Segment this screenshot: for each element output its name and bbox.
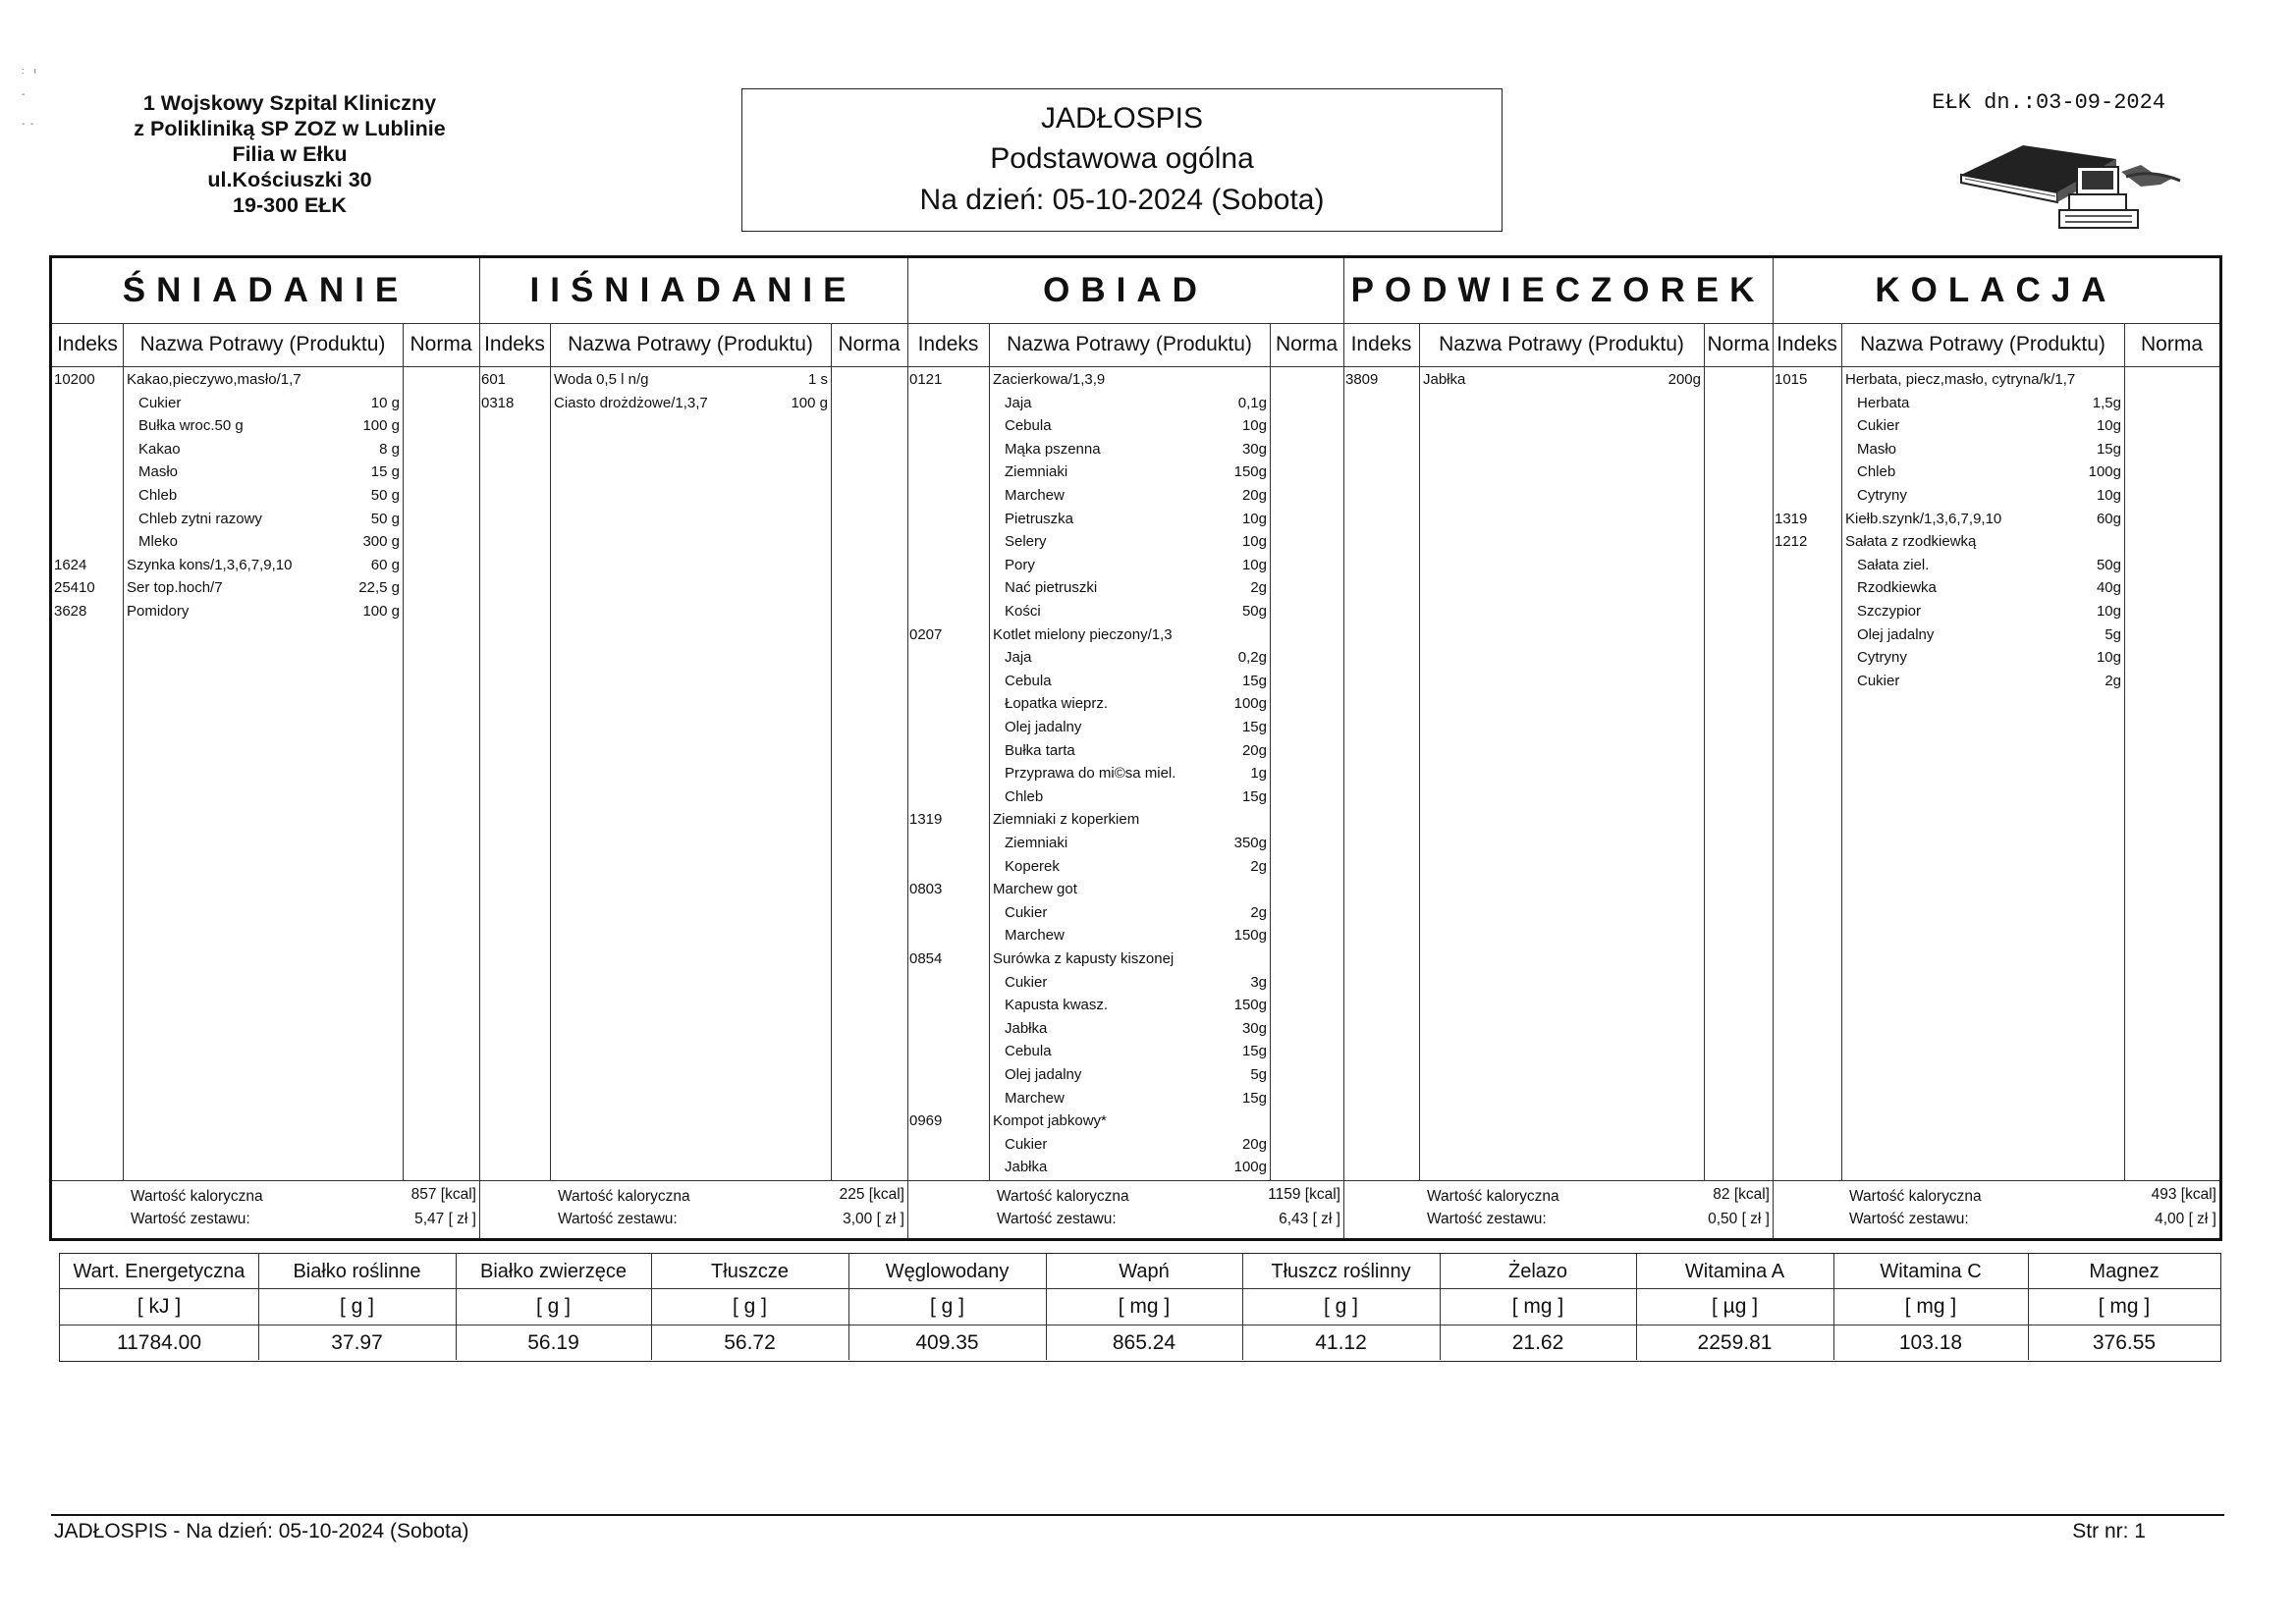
nutrients-table: [59, 1253, 2221, 1362]
row-name: Surówka z kapusty kiszonej: [993, 950, 1175, 967]
row-name: Cytryny: [1857, 487, 1907, 504]
row-name: Masło: [138, 463, 179, 481]
meal-title-podwieczorek: PODWIECZOREK: [1350, 271, 1766, 309]
nutrient-label: Białko roślinne: [293, 1261, 421, 1282]
calories-label: Wartość kaloryczna: [558, 1188, 690, 1205]
norm-column-divider: [1270, 323, 1271, 1180]
index-column-divider: [123, 323, 124, 1180]
row-index: 0318: [481, 394, 515, 411]
nutrient-value: 56.72: [724, 1331, 776, 1354]
row-name: Ziemniaki: [1005, 463, 1068, 481]
row-norm: 100g: [1233, 1159, 1267, 1176]
nutrient-value: 2259.81: [1697, 1331, 1773, 1354]
calories-label: Wartość kaloryczna: [997, 1188, 1129, 1205]
row-norm: 10g: [1241, 533, 1267, 551]
row-norm: 3g: [1250, 973, 1267, 991]
nutrient-label: Witamina C: [1880, 1261, 1982, 1282]
row-name: Ciasto drożdżowe/1,3,7: [554, 394, 708, 411]
meal-column-divider: [1773, 258, 1774, 1238]
nutrient-value: 865.24: [1112, 1331, 1176, 1354]
nutrient-label: Witamina A: [1684, 1261, 1785, 1282]
column-header-index: Indeks: [1777, 333, 1837, 355]
row-norm: 10g: [1241, 417, 1267, 435]
meal-title-ii-sniadanie: IIŚNIADANIE: [529, 271, 857, 309]
row-name: Rzodkiewka: [1857, 579, 1937, 597]
nutrient-unit: [ mg ]: [2098, 1295, 2151, 1318]
row-norm: 2g: [1250, 857, 1267, 875]
nutrient-unit: [ kJ ]: [137, 1295, 182, 1318]
nutrient-unit: [ g ]: [1323, 1295, 1359, 1318]
row-name: Pietruszka: [1005, 510, 1074, 527]
row-norm: 10g: [2096, 487, 2121, 504]
diet-name: Podstawowa ogólna: [990, 142, 1254, 175]
index-column-divider: [989, 323, 990, 1180]
meal-column-divider: [479, 258, 480, 1238]
row-index: 1015: [1775, 371, 1808, 388]
row-name: Kości: [1005, 603, 1041, 620]
row-norm: 100 g: [362, 603, 400, 620]
row-index: 0854: [909, 950, 943, 967]
row-name: Kakao,pieczywo,masło/1,7: [127, 371, 301, 388]
hospital-line: ul.Kościuszki 30: [207, 168, 372, 191]
set-value: 5,47 [ zł ]: [414, 1211, 476, 1227]
row-norm: 15 g: [370, 463, 400, 481]
row-norm: 300 g: [362, 533, 400, 551]
row-name: Przyprawa do mi©sa miel.: [1005, 765, 1176, 783]
row-name: Woda 0,5 l n/g: [554, 371, 649, 388]
nutrient-unit: [ g ]: [732, 1295, 768, 1318]
row-norm: 350g: [1233, 835, 1267, 851]
column-header-index: Indeks: [57, 333, 118, 355]
row-index: 1319: [1775, 510, 1808, 527]
row-norm: 0,1g: [1237, 394, 1267, 411]
row-name: Jaja: [1005, 649, 1032, 667]
nutrient-unit: [ g ]: [535, 1295, 572, 1318]
page-number: Str nr: 1: [2072, 1520, 2146, 1542]
nutrient-unit: [ mg ]: [1118, 1295, 1171, 1318]
hospital-line: z Polikliniką SP ZOZ w Lublinie: [134, 117, 446, 140]
row-norm: 5g: [2105, 625, 2121, 643]
hospital-line: 1 Wojskowy Szpital Kliniczny: [142, 91, 437, 115]
row-name: Jabłka: [1005, 1019, 1048, 1037]
row-norm: 2g: [1250, 579, 1267, 597]
column-header-name: Nazwa Potrawy (Produktu): [568, 333, 813, 355]
row-index: 0803: [909, 881, 943, 898]
set-value: 6,43 [ zł ]: [1279, 1211, 1340, 1227]
row-norm: 100 g: [362, 417, 400, 435]
nutrient-value: 103.18: [1898, 1331, 1963, 1354]
row-norm: 60g: [2096, 510, 2121, 527]
nutrient-value: 41.12: [1315, 1331, 1367, 1354]
row-norm: 150g: [1233, 463, 1267, 481]
row-name: Kotlet mielony pieczony/1,3: [993, 625, 1173, 643]
row-name: Ziemniaki z koperkiem: [993, 811, 1140, 829]
row-name: Jaja: [1005, 394, 1032, 411]
set-value-label: Wartość zestawu:: [1427, 1211, 1547, 1227]
row-name: Chleb: [138, 487, 178, 504]
nutrient-unit: [ g ]: [929, 1295, 965, 1318]
row-name: Zacierkowa/1,3,9: [993, 371, 1106, 388]
row-norm: 50g: [2096, 556, 2121, 573]
row-norm: 100 g: [791, 394, 828, 411]
row-name: Cytryny: [1857, 649, 1907, 667]
column-header-index: Indeks: [484, 333, 545, 355]
title-box: [741, 88, 1503, 232]
row-norm: 2g: [2105, 672, 2121, 689]
row-name: Cebula: [1005, 672, 1052, 689]
column-header-norm: Norma: [2140, 333, 2203, 355]
nutrient-label: Magnez: [2089, 1261, 2159, 1282]
row-name: Cukier: [1005, 903, 1048, 921]
row-norm: 100g: [2088, 463, 2121, 481]
hospital-line: 19-300 EŁK: [233, 193, 347, 217]
column-header-name: Nazwa Potrawy (Produktu): [139, 333, 386, 355]
row-name: Koperek: [1005, 857, 1060, 875]
calories-value: 1159 [kcal]: [1268, 1186, 1340, 1203]
row-norm: 2g: [1250, 903, 1267, 921]
row-name: Bułka tarta: [1005, 741, 1075, 759]
calories-value: 82 [kcal]: [1713, 1186, 1770, 1203]
calories-value: 857 [kcal]: [410, 1186, 476, 1203]
row-norm: 60 g: [370, 556, 400, 573]
row-index: 10200: [54, 371, 95, 388]
row-norm: 10g: [2096, 417, 2121, 435]
nutrient-label: Tłuszcze: [711, 1261, 789, 1282]
header-divider: [52, 323, 2219, 324]
row-name: Cukier: [1005, 973, 1048, 991]
row-norm: 10g: [2096, 649, 2121, 667]
row-name: Pomidory: [127, 603, 190, 620]
row-norm: 15g: [2096, 440, 2121, 458]
column-header-name: Nazwa Potrawy (Produktu): [1439, 333, 1684, 355]
row-index: 0969: [909, 1112, 943, 1130]
row-norm: 1 s: [807, 371, 828, 388]
row-norm: 20g: [1241, 1135, 1267, 1153]
row-name: Jabłka: [1423, 371, 1466, 388]
row-index: 601: [481, 371, 507, 388]
calories-value: 225 [kcal]: [839, 1186, 904, 1203]
index-column-divider: [1841, 323, 1842, 1180]
footer-divider: [51, 1514, 2224, 1516]
row-name: Cukier: [138, 394, 182, 411]
row-norm: 10g: [1241, 556, 1267, 573]
set-value-label: Wartość zestawu:: [558, 1211, 678, 1227]
row-name: Chleb zytni razowy: [138, 510, 262, 527]
footer-title: JADŁOSPIS - Na dzień: 05-10-2024 (Sobota): [54, 1520, 469, 1542]
row-norm: 22,5 g: [358, 579, 400, 597]
hospital-address: [98, 90, 481, 218]
row-name: Sałata ziel.: [1857, 556, 1930, 573]
summary-divider: [52, 1180, 2219, 1181]
row-name: Mąka pszenna: [1005, 440, 1101, 458]
row-name: Cukier: [1857, 417, 1900, 435]
nutrient-label: Żelazo: [1507, 1261, 1568, 1282]
row-name: Sałata z rzodkiewką: [1845, 533, 1977, 551]
nutrient-value: 37.97: [331, 1331, 383, 1354]
row-name: Marchew: [1005, 1089, 1065, 1107]
row-norm: 20g: [1241, 487, 1267, 504]
row-name: Kakao: [138, 440, 181, 458]
row-norm: 10g: [1241, 510, 1267, 527]
row-norm: 8 g: [379, 440, 400, 458]
set-value: 3,00 [ zł ]: [843, 1211, 904, 1227]
meal-column-divider: [1343, 258, 1344, 1238]
row-name: Marchew got: [993, 881, 1077, 898]
nutrient-unit: [ mg ]: [1904, 1295, 1957, 1318]
row-name: Kiełb.szynk/1,3,6,7,9,10: [1845, 510, 2002, 527]
row-norm: 30g: [1241, 440, 1267, 458]
row-name: Kapusta kwasz.: [1005, 997, 1109, 1014]
row-norm: 0,2g: [1237, 649, 1267, 667]
row-norm: 1g: [1250, 765, 1267, 783]
nutrient-label: Węglowodany: [885, 1261, 1010, 1282]
row-name: Marchew: [1005, 487, 1065, 504]
row-norm: 50 g: [370, 510, 400, 527]
row-name: Marchew: [1005, 927, 1065, 945]
nutrient-value: 56.19: [527, 1331, 579, 1354]
nutrient-value: 21.62: [1511, 1331, 1564, 1354]
row-name: Cebula: [1005, 417, 1052, 435]
column-header-index: Indeks: [917, 333, 979, 355]
row-name: Cukier: [1005, 1135, 1048, 1153]
row-name: Olej jadalny: [1005, 1066, 1082, 1083]
row-index: 1624: [54, 556, 87, 573]
row-norm: 1,5g: [2092, 394, 2121, 411]
row-norm: 15g: [1241, 672, 1267, 689]
row-name: Chleb: [1857, 463, 1896, 481]
row-name: Kompot jabkowy*: [993, 1112, 1107, 1130]
row-norm: 5g: [1250, 1066, 1267, 1083]
nutrient-value: 409.35: [915, 1331, 979, 1354]
row-name: Jabłka: [1005, 1159, 1048, 1176]
row-name: Nać pietruszki: [1005, 579, 1098, 597]
row-name: Cebula: [1005, 1043, 1052, 1060]
row-norm: 15g: [1241, 787, 1267, 805]
nutrient-unit: [ g ]: [339, 1295, 375, 1318]
column-header-norm: Norma: [1275, 333, 1338, 355]
meal-title-kolacja: KOLACJA: [1875, 271, 2117, 309]
nutrient-label: Białko zwierzęce: [480, 1261, 627, 1282]
row-norm: 10 g: [370, 394, 400, 411]
row-name: Chleb: [1005, 787, 1044, 805]
row-norm: 15g: [1241, 1043, 1267, 1060]
row-index: 3628: [54, 603, 87, 620]
row-name: Bułka wroc.50 g: [138, 417, 244, 435]
nutrient-unit: [ mg ]: [1511, 1295, 1564, 1318]
row-norm: 40g: [2096, 579, 2121, 597]
meal-column-divider: [907, 258, 908, 1238]
index-column-divider: [550, 323, 551, 1180]
book-with-computer-icon: [1959, 137, 2185, 236]
row-norm: 50g: [1241, 603, 1267, 620]
row-name: Herbata, piecz,masło, cytryna/k/1,7: [1845, 371, 2076, 388]
calories-label: Wartość kaloryczna: [1427, 1188, 1559, 1205]
row-norm: 150g: [1233, 997, 1267, 1014]
row-name: Cukier: [1857, 672, 1900, 689]
meal-title-sniadanie: ŚNIADANIE: [122, 271, 410, 309]
city-date: EŁK dn.:03-09-2024: [1932, 90, 2165, 115]
row-index: 1319: [909, 811, 943, 829]
row-index: 0207: [909, 625, 943, 643]
set-value-label: Wartość zestawu:: [131, 1211, 250, 1227]
set-value: 0,50 [ zł ]: [1708, 1211, 1770, 1227]
row-norm: 15g: [1241, 719, 1267, 735]
menu-date: Na dzień: 05-10-2024 (Sobota): [919, 184, 1325, 216]
row-norm: 150g: [1233, 927, 1267, 945]
row-index: 3809: [1345, 371, 1379, 388]
row-norm: 30g: [1241, 1019, 1267, 1037]
column-header-divider: [52, 366, 2219, 367]
set-value: 4,00 [ zł ]: [2155, 1211, 2216, 1227]
nutrient-label: Wapń: [1119, 1261, 1170, 1282]
calories-label: Wartość kaloryczna: [131, 1188, 263, 1205]
column-header-name: Nazwa Potrawy (Produktu): [1007, 333, 1252, 355]
nutrient-value: 376.55: [2092, 1331, 2157, 1354]
row-name: Olej jadalny: [1005, 719, 1082, 735]
calories-value: 493 [kcal]: [2151, 1186, 2216, 1203]
column-header-norm: Norma: [1707, 333, 1770, 355]
column-header-index: Indeks: [1350, 333, 1412, 355]
norm-column-divider: [403, 323, 404, 1180]
row-index: 25410: [54, 579, 95, 597]
row-norm: 10g: [2096, 603, 2121, 620]
nutrient-label: Tłuszcz roślinny: [1271, 1261, 1411, 1282]
document-title: JADŁOSPIS: [1040, 102, 1204, 135]
row-name: Herbata: [1857, 394, 1910, 411]
row-norm: 50 g: [370, 487, 400, 504]
meals-table: [49, 255, 2222, 1241]
nutrient-header-divider: [60, 1288, 2220, 1289]
row-name: Pory: [1005, 556, 1035, 573]
row-norm: 100g: [1233, 695, 1267, 713]
column-header-norm: Norma: [838, 333, 901, 355]
calories-label: Wartość kaloryczna: [1849, 1188, 1982, 1205]
set-value-label: Wartość zestawu:: [1849, 1211, 1969, 1227]
row-norm: 15g: [1241, 1089, 1267, 1107]
row-index: 1212: [1775, 533, 1808, 551]
row-name: Olej jadalny: [1857, 625, 1935, 643]
row-name: Szynka kons/1,3,6,7,9,10: [127, 556, 293, 573]
column-header-name: Nazwa Potrawy (Produktu): [1860, 333, 2105, 355]
set-value-label: Wartość zestawu:: [997, 1211, 1117, 1227]
hospital-line: Filia w Ełku: [232, 142, 348, 166]
row-norm: 200g: [1667, 371, 1701, 388]
index-column-divider: [1419, 323, 1420, 1180]
row-index: 0121: [909, 371, 943, 388]
row-name: Masło: [1857, 440, 1897, 458]
column-header-norm: Norma: [410, 333, 472, 355]
row-name: Łopatka wieprz.: [1005, 695, 1109, 713]
norm-column-divider: [831, 323, 832, 1180]
row-norm: 20g: [1241, 741, 1267, 759]
scan-marks: : ı - - -: [22, 66, 37, 130]
row-name: Ser top.hoch/7: [127, 579, 223, 597]
nutrient-label: Wart. Energetyczna: [73, 1261, 246, 1282]
norm-column-divider: [1704, 323, 1705, 1180]
nutrient-unit: [ µg ]: [1711, 1295, 1759, 1318]
meal-title-obiad: OBIAD: [1043, 271, 1208, 309]
norm-column-divider: [2124, 323, 2125, 1180]
row-name: Mleko: [138, 533, 179, 551]
row-name: Ziemniaki: [1005, 835, 1068, 851]
row-name: Szczypior: [1857, 603, 1922, 620]
row-name: Selery: [1005, 533, 1047, 551]
nutrient-value: 11784.00: [116, 1331, 202, 1354]
